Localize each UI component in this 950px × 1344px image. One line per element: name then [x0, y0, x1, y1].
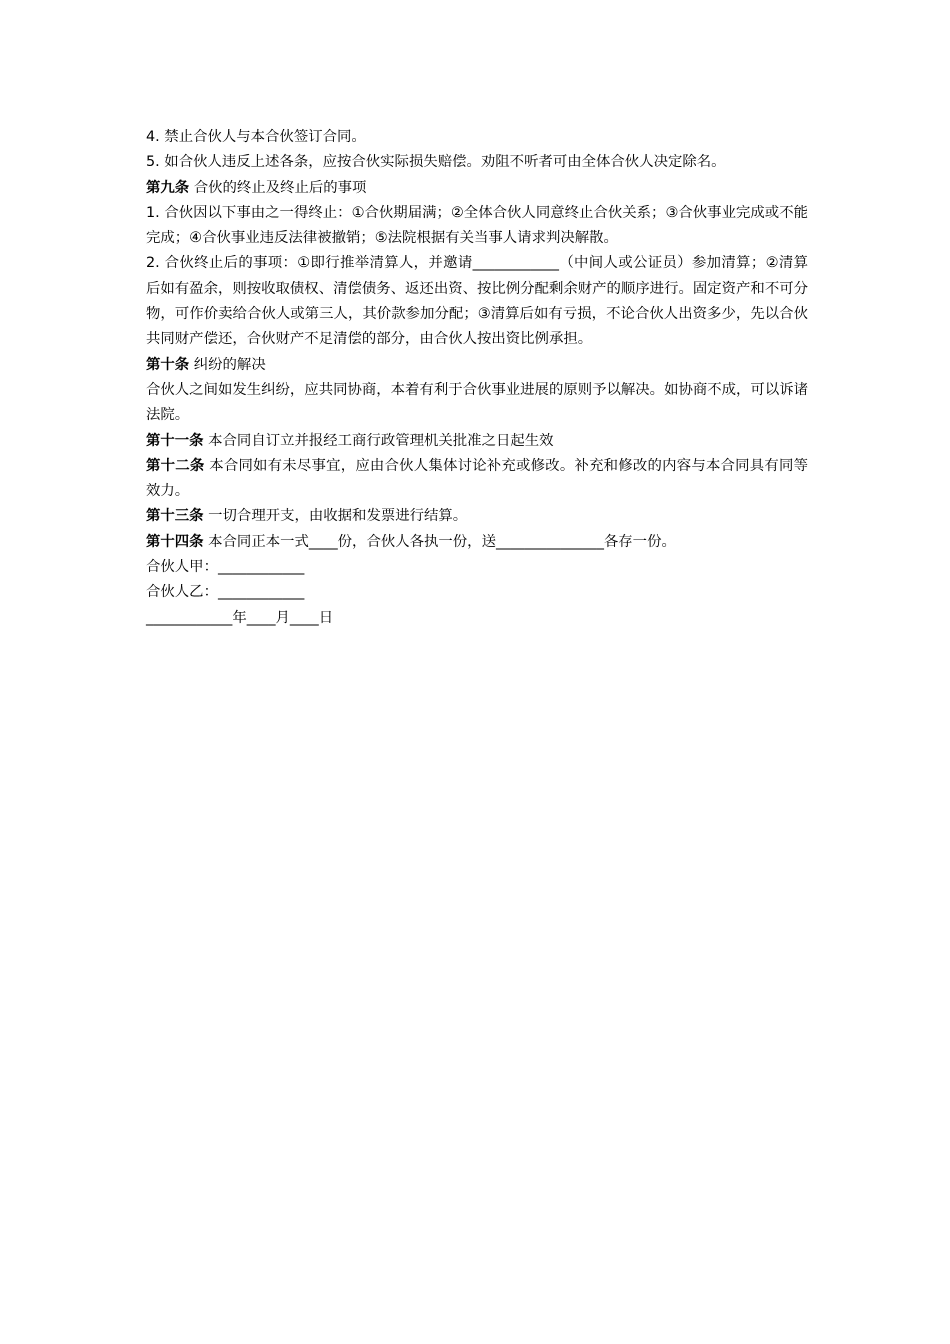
item-4: 4. 禁止合伙人与本合伙签订合同。 [146, 129, 366, 145]
article-10-title: 纠纷的解决 [189, 356, 266, 373]
date-line: ____________年____月____日 [146, 609, 334, 626]
article-14-heading [146, 530, 808, 555]
article-10-number: 第十条 [146, 356, 190, 373]
article-13-title: 一切合理开支，由收据和发票进行结算。 [203, 508, 468, 525]
article-9-heading [146, 176, 808, 201]
article-12-heading [146, 454, 808, 505]
partner-a-signature-line: 合伙人甲：____________ [146, 559, 305, 576]
article-14-number: 第十四条 [146, 533, 204, 550]
item-5: 5. 如合伙人违反上述各条，应按合伙实际损失赔偿。劝阻不听者可由全体合伙人决定除名。 [146, 154, 726, 171]
article-9-title: 合伙的终止及终止后的事项 [189, 179, 367, 196]
article-14-title: 本合同正本一式____份，合伙人各执一份，送_______________各存一份。 [203, 533, 676, 550]
article-13-heading [146, 504, 808, 529]
article-11-title: 本合同自订立并报经工商行政管理机关批准之日起生效 [203, 432, 554, 449]
article-9-number: 第九条 [146, 179, 190, 196]
article-10-heading [146, 353, 808, 378]
partner-b-signature-line: 合伙人乙：____________ [146, 584, 305, 601]
article-12-title: 本合同如有未尽事宜，应由合伙人集体讨论补充或修改。补充和修改的内容与本合同具有同等效力。 [146, 457, 808, 500]
article-11-number: 第十一条 [146, 432, 204, 449]
article-10-body: 合伙人之间如发生纠纷，应共同协商，本着有利于合伙事业进展的原则予以解决。如协商不成，可以诉诸法院。 [146, 381, 808, 424]
article-9-item-1: 1. 合伙因以下事由之一得终止：①合伙期届满；②全体合伙人同意终止合伙关系；③合伙事业完成或不能完成；④合伙事业违反法律被撤销；⑤法院根据有关当事人请求判决解散。 [146, 204, 808, 247]
article-11-heading [146, 429, 808, 454]
document-page [146, 125, 808, 631]
article-13-number: 第十三条 [146, 508, 204, 525]
article-9-item-2: 2. 合伙终止后的事项：①即行推举清算人，并邀请____________（中间人或公证员）参加清算；②清算后如有盈余，则按收取债权、清偿债务、返还出资、按比例分配剩余财产的顺序进行。固定资产和不可分物，可作价卖给合伙人或第三人，其价款参加分配；③清算后如有亏损，不论合伙人出资多少，先以合伙共同财产偿还，合伙财产不足清偿的部分，由合伙人按出资比例承担。 [146, 255, 808, 348]
article-12-number: 第十二条 [146, 457, 205, 474]
